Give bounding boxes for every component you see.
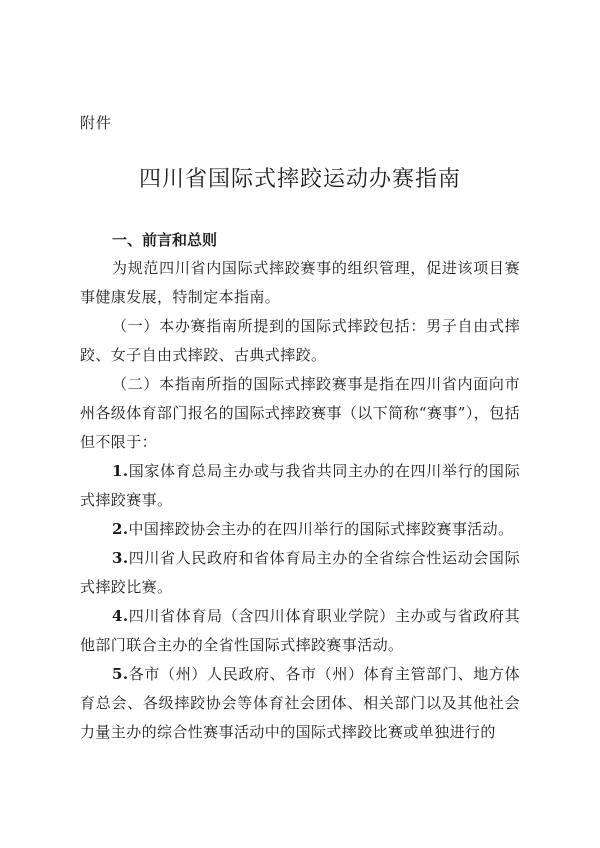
list-number: 3. <box>112 549 129 567</box>
list-number: 5. <box>112 665 129 683</box>
list-item <box>80 457 520 515</box>
list-text: 四川省人民政府和省体育局主办的全省综合性运动会国际式摔跤比赛。 <box>80 549 520 596</box>
list-item <box>80 660 520 747</box>
section-heading: 一、前言和总则 <box>112 231 218 249</box>
list-number: 1. <box>112 462 129 480</box>
list-number: 4. <box>112 607 129 625</box>
document-title: 四川省国际式摔跤运动办赛指南 <box>138 167 461 192</box>
item-1-paragraph: （一）本办赛指南所提到的国际式摔跤包括：男子自由式摔跤、女子自由式摔跤、古典式摔跤。 <box>80 317 520 364</box>
list-text: 各市（州）人民政府、各市（州）体育主管部门、地方体育总会、各级摔跤协会等体育社会团体、相关部门以及其他社会力量主办的综合性赛事活动中的国际式摔跤比赛或单独进行的 <box>80 665 520 741</box>
list-text: 四川省体育局（含四川体育职业学院）主办或与省政府其他部门联合主办的全省性国际式摔跤赛事活动。 <box>80 607 520 654</box>
list-text: 国家体育总局主办或与我省共同主办的在四川举行的国际式摔跤赛事。 <box>80 462 520 509</box>
list-number: 2. <box>112 520 129 538</box>
attachment-label: 附件 <box>80 114 113 132</box>
list-text: 中国摔跤协会主办的在四川举行的国际式摔跤赛事活动。 <box>128 520 514 538</box>
list-item <box>80 544 520 602</box>
list-item <box>80 602 520 660</box>
item-2-paragraph: （二）本指南所指的国际式摔跤赛事是指在四川省内面向市州各级体育部门报名的国际式摔跤赛事（以下简称“赛事”），包括但不限于： <box>80 375 520 451</box>
intro-paragraph: 为规范四川省内国际式摔跤赛事的组织管理，促进该项目赛事健康发展，特制定本指南。 <box>80 259 520 306</box>
list-item <box>80 515 520 544</box>
